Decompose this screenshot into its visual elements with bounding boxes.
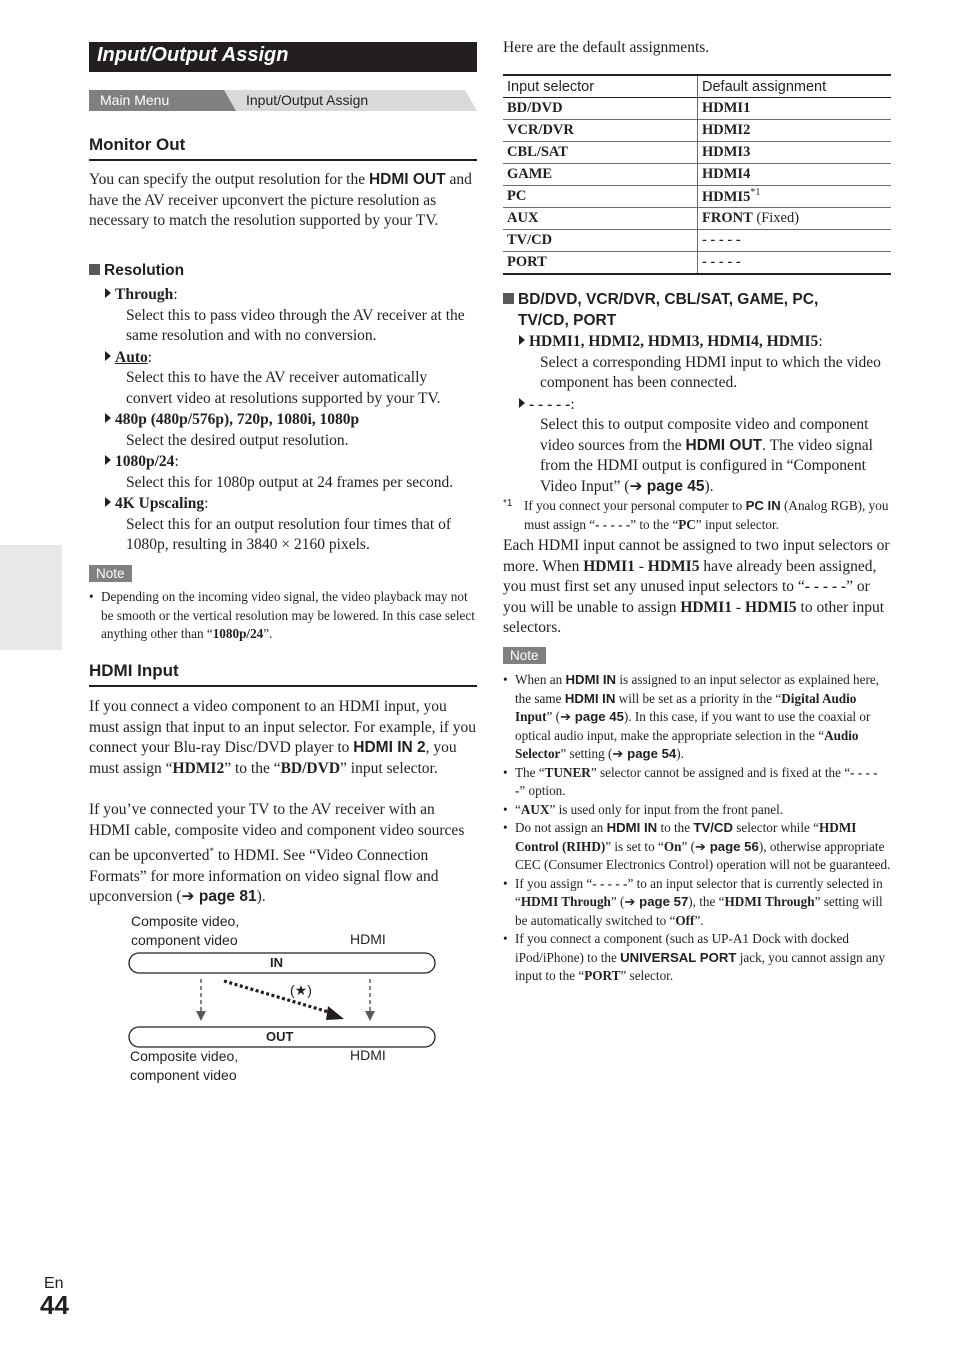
b: AUX: [520, 801, 550, 817]
square-bullet-icon: [503, 293, 514, 304]
table-row: [503, 230, 891, 252]
para-text: ” input selector.: [340, 759, 438, 777]
para-text: , you must assign “: [89, 739, 457, 777]
triangle-bullet-icon: [105, 351, 111, 361]
t: ” to an input selector that is currently selected in “: [515, 875, 883, 909]
para-text: If you’ve connected your TV to the AV receiver with an HDMI cable, composite video and component video sources can be upconverted: [89, 801, 465, 865]
para-text: Each HDMI input cannot be assigned to two input selectors or more. When: [503, 537, 890, 575]
page-number: 44: [40, 1290, 69, 1320]
b: HDMI IN: [606, 820, 658, 835]
t: ), the “: [688, 894, 725, 909]
t: selector while “: [732, 820, 820, 835]
selector-heading-line: BD/DVD, VCR/DVR, CBL/SAT, GAME, PC,: [518, 291, 819, 308]
b: TV/CD: [693, 820, 733, 835]
arrow-icon: ➔: [694, 838, 707, 854]
option-desc: Select this to have the AV receiver automatically convert video at resolutions supported by your TV.: [126, 369, 441, 407]
arrow-icon: ➔: [612, 746, 624, 761]
t: ” option.: [519, 783, 566, 798]
option-suffix: :: [173, 286, 178, 303]
footnote-bold: - - - - -: [595, 516, 631, 532]
b: - - - - -: [515, 764, 878, 798]
t: ” (: [610, 894, 625, 909]
diagram-in-label: IN: [270, 955, 283, 970]
page-ref: page 81: [194, 888, 257, 906]
footnote-text: ” input selector.: [695, 516, 779, 532]
cell-assignment: HDMI2: [702, 122, 751, 138]
selector-options: [519, 332, 891, 497]
option-label: 480p (480p/576p), 720p, 1080i, 1080p: [115, 411, 360, 428]
b: On: [663, 838, 682, 854]
t: Do not assign an: [515, 820, 607, 835]
page-ref: page 56: [706, 838, 759, 854]
cell-assignment: FRONT: [702, 210, 753, 226]
b: TUNER: [544, 764, 591, 780]
note-item: [503, 801, 891, 820]
triangle-bullet-icon: [105, 413, 111, 423]
note-text-end: ”.: [263, 626, 273, 641]
footnote-text: If you connect your personal computer to: [524, 498, 746, 513]
triangle-bullet-icon: [105, 497, 111, 507]
header-default-assignment: Default assignment: [698, 75, 892, 98]
note-item: [503, 930, 891, 986]
option-suffix: :: [147, 348, 153, 366]
option-4k-upscaling: [105, 494, 477, 556]
b: Off: [675, 912, 695, 928]
page-ref: page 57: [635, 894, 689, 909]
page-language: En: [44, 1275, 64, 1292]
b: - - - - -: [592, 875, 628, 891]
note-item: [89, 588, 477, 644]
para-text: ” to the “: [224, 759, 281, 777]
cell-selector: TV/CD: [503, 230, 698, 252]
note-item: [503, 764, 891, 801]
arrow-icon: ➔: [624, 894, 636, 909]
triangle-bullet-icon: [105, 455, 111, 465]
footnote-mark: *1: [503, 498, 513, 509]
default-assignment-table: [503, 74, 891, 275]
para-bold: - - - - -: [804, 578, 847, 595]
diagram-star-label: (★): [290, 982, 312, 998]
b: HDMI Through: [724, 894, 815, 909]
para-bold: HDMI1: [680, 598, 733, 616]
table-row: [503, 98, 891, 120]
breadcrumb: [89, 90, 477, 111]
t: If you connect a component (such as UP-A1 Dock with docked iPod/iPhone) to the: [515, 931, 849, 965]
arrow-icon: ➔: [629, 477, 643, 495]
selector-heading: [503, 290, 891, 331]
t: ”.: [694, 912, 704, 928]
option-desc: Select a corresponding HDMI input to which the video component has been connected.: [540, 353, 881, 391]
t: ” is used only for input from the front panel.: [549, 801, 784, 817]
option-desc: ).: [704, 477, 714, 495]
default-assign-intro: Here are the default assignments.: [503, 39, 710, 56]
cell-selector: BD/DVD: [503, 98, 698, 120]
option-auto: [105, 348, 477, 410]
label-line: component video: [130, 1067, 237, 1083]
option-label: Auto: [115, 348, 148, 366]
chapter-side-tab: [0, 545, 62, 650]
option-desc: Select this to pass video through the AV receiver at the same resolution and with no conversion.: [126, 306, 465, 344]
monitor-out-intro: [89, 170, 477, 232]
option-desc: Select this for an output resolution four times that of 1080p, resulting in 3840 × 2160 pixels.: [126, 515, 452, 553]
cell-assignment: HDMI4: [702, 166, 751, 182]
intro-text: You can specify the output resolution for the: [89, 171, 369, 188]
t: ” is set to “: [605, 838, 664, 854]
table-row: [503, 252, 891, 275]
option-label: Through: [115, 286, 174, 303]
option-desc: . The video signal from the HDMI output is configured in “Component Video Input” (: [540, 436, 873, 495]
cell-assignment: - - - - -: [702, 232, 741, 248]
para-text: -: [732, 598, 745, 616]
t: ), otherwise appropriate CEC (Consumer Electronics Control) operation will not be guaranteed.: [515, 838, 891, 872]
note-bold: 1080p/24: [212, 626, 264, 641]
b: UNIVERSAL PORT: [620, 949, 737, 965]
resolution-heading: [89, 262, 184, 280]
hdmi-input-para1: [89, 697, 477, 779]
triangle-bullet-icon: [519, 335, 525, 345]
option-desc: Select this for 1080p output at 24 frames per second.: [126, 473, 454, 491]
option-1080p24: [105, 452, 477, 493]
b: HDMI Control (RIHD): [515, 820, 857, 854]
table-header-row: [503, 75, 891, 98]
cell-selector: PC: [503, 186, 698, 208]
breadcrumb-main-menu: Main Menu: [100, 92, 170, 108]
option-dash: - - - - -: Select this to output composite video and component video sources from the HDMI OUT. The video signal from the HDMI output is configured in “Component Video Input” (➔ page 45).: [519, 395, 891, 498]
cell-selector: GAME: [503, 164, 698, 186]
para-bold: BD/DVD: [280, 759, 341, 777]
monitor-out-heading: Monitor Out: [89, 135, 477, 161]
para-bold: HDMI5: [647, 557, 700, 575]
cell-assignment: HDMI5: [702, 188, 751, 205]
intro-hdmi-out: HDMI OUT: [368, 171, 446, 188]
triangle-bullet-icon: [519, 398, 525, 408]
t: The “: [515, 764, 545, 780]
option-through: [105, 285, 477, 347]
note-badge: Note: [503, 647, 546, 664]
para-bold: HDMI1: [583, 557, 635, 575]
para-text: -: [634, 557, 648, 575]
header-input-selector: Input selector: [503, 75, 698, 98]
resolution-options: [105, 285, 477, 556]
table-row: [503, 142, 891, 164]
t: jack, you cannot assign any input to the “: [515, 949, 886, 983]
page-title: Input/Output Assign: [97, 44, 289, 66]
page-ref: page 45: [571, 709, 624, 724]
b: Audio Selector: [515, 727, 859, 761]
t: ” setting (: [560, 746, 613, 761]
option-desc-bold: HDMI OUT: [685, 436, 763, 454]
option-hdmi-inputs: HDMI1, HDMI2, HDMI3, HDMI4, HDMI5: Select a corresponding HDMI input to which the video component has been connected.: [519, 332, 891, 394]
para-text: ).: [256, 888, 266, 906]
para-bold: HDMI5: [744, 598, 797, 616]
cell-selector: PORT: [503, 252, 698, 275]
t: ” (: [546, 709, 561, 724]
b: HDMI IN: [565, 672, 617, 687]
option-suffix: :: [204, 495, 209, 512]
arrow-icon: ➔: [181, 888, 195, 906]
monitor-out-note: [89, 588, 477, 644]
cell-selector: AUX: [503, 208, 698, 230]
hdmi-input-heading: HDMI Input: [89, 661, 477, 687]
note-item: [503, 819, 891, 875]
t: ).: [676, 746, 684, 761]
para-bold: HDMI IN 2: [353, 739, 426, 756]
note-badge: Note: [89, 565, 132, 582]
option-label: 4K Upscaling: [115, 495, 205, 512]
t: ” (: [681, 838, 695, 854]
option-label: - - - - -: [529, 395, 571, 413]
t: is assigned to an input selector as explained here, the same: [515, 672, 880, 706]
t: will be set as a priority in the “: [615, 690, 782, 706]
para-text: have already been assigned, you must first set any unused input selectors to “: [503, 557, 877, 595]
b: Digital Audio Input: [515, 690, 857, 724]
diagram-bottom-right-label: HDMI: [350, 1047, 386, 1063]
hdmi-input-para2: [89, 800, 477, 908]
para-bold: HDMI2: [172, 759, 225, 777]
arrow-icon: ➔: [560, 709, 572, 724]
cell-assignment: - - - - -: [702, 254, 741, 270]
note-item: [503, 875, 891, 931]
t: When an: [515, 672, 566, 687]
assignment-rule-para: [503, 536, 891, 639]
t: to the: [657, 820, 694, 835]
option-desc: Select this to output composite video and component video sources from the: [540, 416, 869, 454]
cell-extra: (Fixed): [752, 210, 800, 226]
page-title-bar: [89, 42, 477, 72]
hdmi-input-notes: [503, 671, 891, 986]
diagram-out-label: OUT: [266, 1029, 294, 1044]
table-row: [503, 120, 891, 142]
diagram-top-right-label: HDMI: [350, 931, 386, 947]
footnote-text: (Analog RGB), you must assign “: [524, 498, 889, 532]
para-text: If you connect a video component to an HDMI input, you must assign that input to an input selector. For example, if you connect your Blu-ray Disc/DVD player to: [89, 698, 477, 756]
option-label: HDMI1, HDMI2, HDMI3, HDMI4, HDMI5: [529, 333, 819, 350]
para-text: to HDMI. See “Video Connection Formats” for more information on video signal flow and upconversion (: [89, 847, 439, 906]
cell-selector: CBL/SAT: [503, 142, 698, 164]
t: ). In this case, if you want to use the coaxial or optical audio input, make the appropriate selection in the “: [515, 709, 871, 743]
b: HDMI Through: [520, 894, 611, 909]
note-item: [503, 671, 891, 764]
triangle-bullet-icon: [105, 288, 111, 298]
resolution-heading-text: Resolution: [104, 262, 185, 279]
footnote-star: *: [209, 846, 214, 856]
footnote-bold: PC IN: [745, 498, 781, 513]
cell-footnote-mark: *1: [750, 187, 761, 199]
selector-heading-line: TV/CD, PORT: [518, 311, 617, 329]
t: If you assign “: [515, 875, 593, 891]
breadcrumb-current: Input/Output Assign: [246, 92, 369, 108]
label-line: Composite video,: [130, 1048, 239, 1064]
t: ” selector cannot be assigned and is fixed at the “: [590, 764, 851, 780]
label-line: component video: [131, 932, 238, 948]
footnote-text: ” to the “: [630, 516, 679, 532]
t: ” selector.: [620, 968, 674, 983]
option-label: 1080p/24: [115, 453, 175, 470]
para-text: to other input selectors.: [503, 598, 885, 636]
option-desc: Select the desired output resolution.: [126, 431, 349, 449]
b: HDMI IN: [564, 690, 616, 706]
b: PORT: [584, 968, 621, 983]
option-suffix: :: [174, 453, 179, 470]
note-text: Depending on the incoming video signal, the video playback may not be smooth or the vertical resolution may be lowered. In this case select anything other than “: [101, 589, 475, 641]
table-row: [503, 164, 891, 186]
cell-assignment: HDMI3: [702, 144, 751, 160]
table-row: [503, 186, 891, 208]
footnote-bold: PC: [678, 516, 696, 532]
page-ref: page 54: [623, 746, 677, 761]
label-line: Composite video,: [131, 913, 240, 929]
t: “: [515, 801, 521, 817]
page-ref: page 45: [642, 477, 705, 495]
table-row: [503, 208, 891, 230]
diagram-bottom-left-label: [130, 1047, 238, 1085]
footnote-1: [503, 497, 891, 534]
upconversion-diagram: [100, 905, 460, 1095]
t: ” setting will be automatically switched to “: [515, 894, 883, 928]
intro-text-2: and have the AV receiver upconvert the picture resolution as necessary to match the resolution supported by your TV.: [89, 171, 472, 229]
option-resolutions: [105, 410, 477, 451]
para-text: ” or you will be unable to assign: [503, 578, 870, 616]
cell-selector: VCR/DVR: [503, 120, 698, 142]
cell-assignment: HDMI1: [702, 100, 751, 116]
square-bullet-icon: [89, 264, 100, 275]
